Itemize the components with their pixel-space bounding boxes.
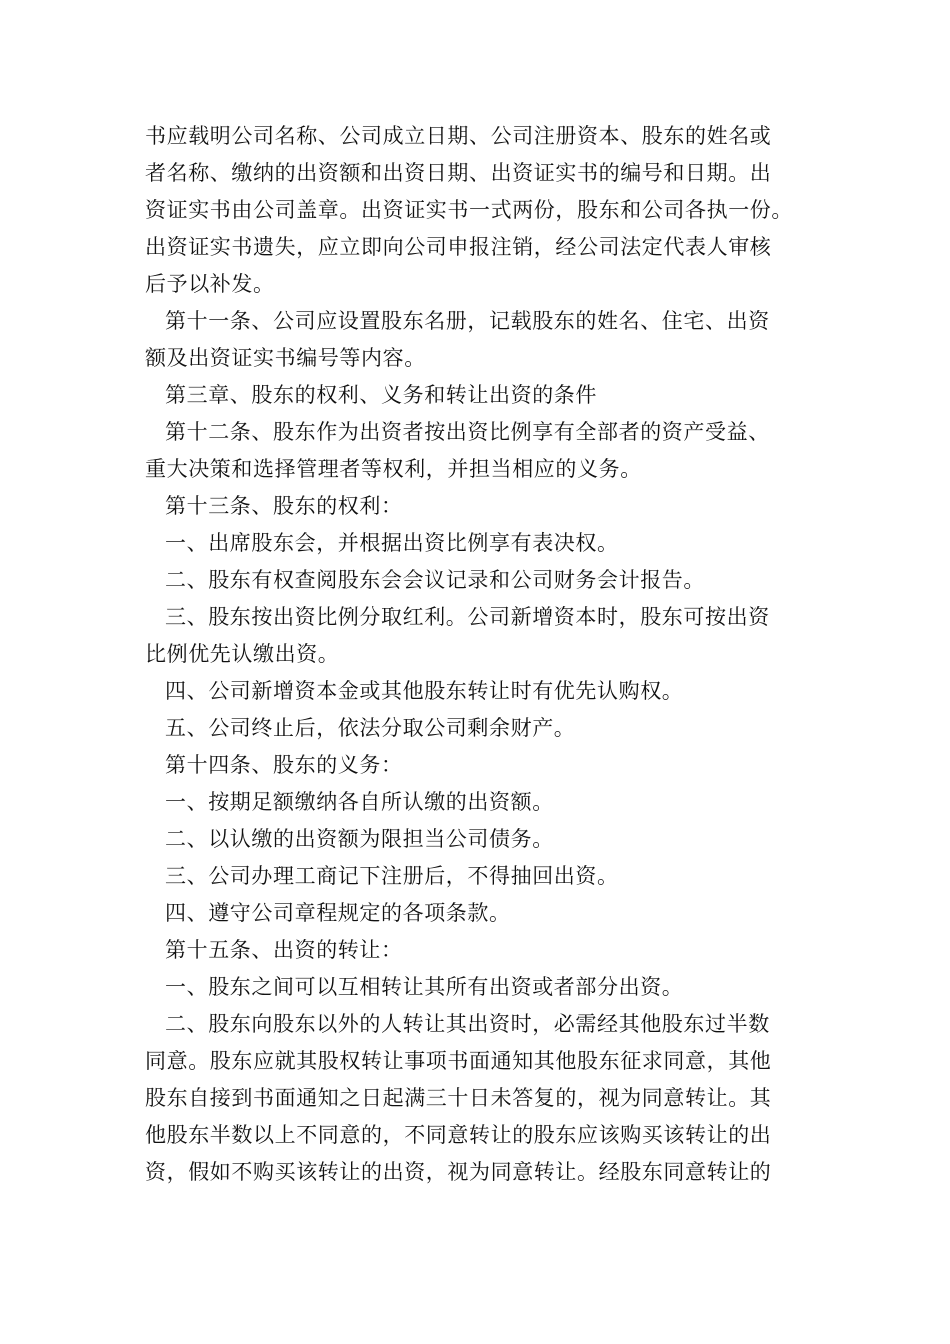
text-line: 第三章、股东的权利、义务和转让出资的条件 <box>165 383 597 407</box>
text-line: 四、公司新增资本金或其他股东转让时有优先认购权。 <box>165 679 684 703</box>
text-line: 比例优先认缴出资。 <box>145 642 340 666</box>
text-line: 同意。股东应就其股权转让事项书面通知其他股东征求同意，其他 <box>145 1049 772 1073</box>
document-body <box>145 118 815 1191</box>
text-line: 书应载明公司名称、公司成立日期、公司注册资本、股东的姓名或 <box>145 124 772 148</box>
text-line: 五、公司终止后，依法分取公司剩余财产。 <box>165 716 576 740</box>
text-line: 第十一条、公司应设置股东名册，记载股东的姓名、住宅、出资 <box>165 309 770 333</box>
text-line: 二、股东有权查阅股东会会议记录和公司财务会计报告。 <box>165 568 705 592</box>
text-line: 者名称、缴纳的出资额和出资日期、出资证实书的编号和日期。出 <box>145 161 772 185</box>
text-line: 三、公司办理工商记下注册后，不得抽回出资。 <box>165 864 619 888</box>
text-line: 第十三条、股东的权利： <box>165 494 403 518</box>
text-line: 资证实书由公司盖章。出资证实书一式两份，股东和公司各执一份。 <box>145 198 793 222</box>
document-page <box>145 118 815 1191</box>
text-line: 后予以补发。 <box>145 272 275 296</box>
text-line: 二、以认缴的出资额为限担当公司债务。 <box>165 827 554 851</box>
text-line: 一、出席股东会，并根据出资比例享有表决权。 <box>165 531 619 555</box>
text-line: 第十二条、股东作为出资者按出资比例享有全部者的资产受益、 <box>165 420 770 444</box>
text-line: 三、股东按出资比例分取红利。公司新增资本时，股东可按出资 <box>165 605 770 629</box>
text-line: 四、遵守公司章程规定的各项条款。 <box>165 901 511 925</box>
text-line: 股东自接到书面通知之日起满三十日未答复的，视为同意转让。其 <box>145 1086 772 1110</box>
text-line: 资，假如不购买该转让的出资，视为同意转让。经股东同意转让的 <box>145 1160 772 1184</box>
text-line: 额及出资证实书编号等内容。 <box>145 346 426 370</box>
text-line: 第十四条、股东的义务： <box>165 753 403 777</box>
text-line: 一、按期足额缴纳各自所认缴的出资额。 <box>165 790 554 814</box>
text-line: 他股东半数以上不同意的，不同意转让的股东应该购买该转让的出 <box>145 1123 772 1147</box>
text-line: 一、股东之间可以互相转让其所有出资或者部分出资。 <box>165 975 684 999</box>
text-line: 重大决策和选择管理者等权利，并担当相应的义务。 <box>145 457 642 481</box>
text-line: 出资证实书遗失，应立即向公司申报注销，经公司法定代表人审核 <box>145 235 772 259</box>
text-line: 二、股东向股东以外的人转让其出资时，必需经其他股东过半数 <box>165 1012 770 1036</box>
text-line: 第十五条、出资的转让： <box>165 938 403 962</box>
